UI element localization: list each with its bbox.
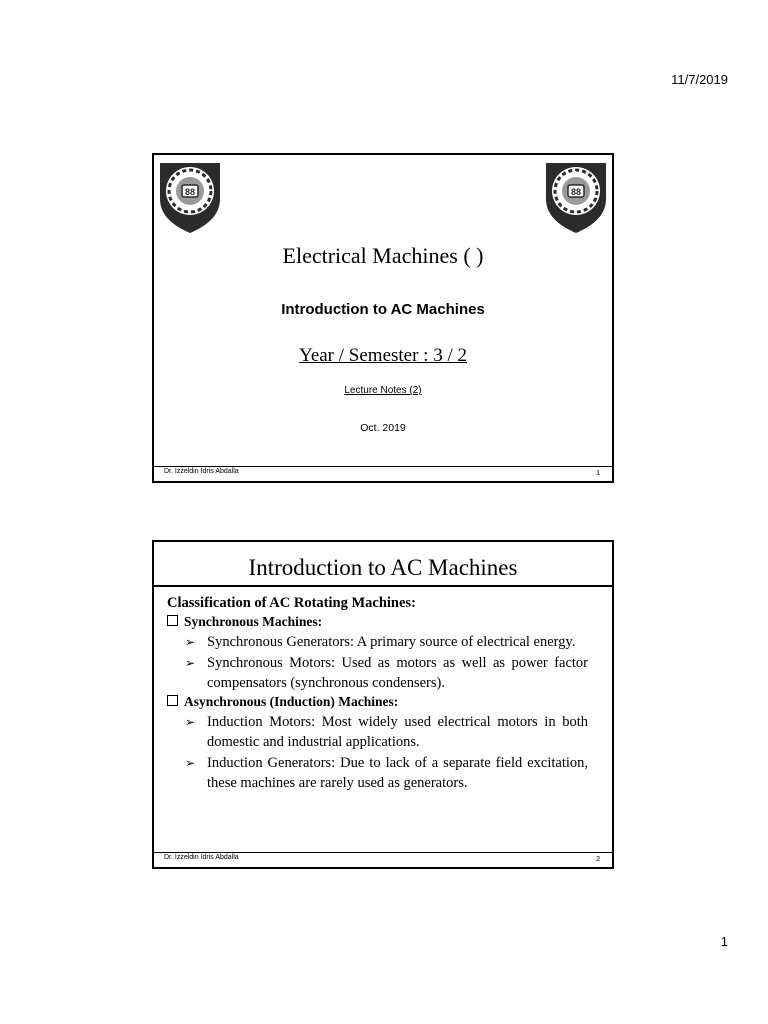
arrowhead-bullet-icon: ➢ bbox=[185, 715, 196, 729]
list-item-text: Induction Motors: Most widely used electrical motors in both domestic and industrial applications. bbox=[207, 714, 588, 750]
page-number: 1 bbox=[720, 934, 728, 949]
list-item-text: Induction Generators: Due to lack of a separate field excitation, these machines are rarely used as generators. bbox=[207, 755, 588, 791]
classification-heading: Classification of AC Rotating Machines: bbox=[167, 595, 416, 611]
category-label: Synchronous Machines: bbox=[184, 614, 323, 629]
slide-body bbox=[167, 595, 588, 794]
page-date: 11/7/2019 bbox=[671, 72, 728, 87]
footer-author: Dr. Izzeldin Idris Abdalla bbox=[164, 468, 239, 475]
slide-1 bbox=[152, 153, 614, 483]
svg-text:88: 88 bbox=[184, 187, 196, 197]
footer-author: Dr. Izzeldin Idris Abdalla bbox=[164, 854, 239, 861]
university-crest-icon bbox=[540, 159, 612, 235]
year-semester: Year / Semester : 3 / 2 bbox=[299, 345, 467, 366]
list-item-text: Synchronous Generators: A primary source of electrical energy. bbox=[207, 634, 576, 650]
list-item bbox=[167, 632, 588, 652]
arrowhead-bullet-icon: ➢ bbox=[185, 656, 196, 670]
category-label: Asynchronous (Induction) Machines: bbox=[184, 694, 399, 709]
list-item bbox=[167, 712, 588, 752]
slide-footer bbox=[154, 852, 612, 867]
category-heading bbox=[167, 694, 588, 710]
slide-2 bbox=[152, 540, 614, 869]
slide-title: Introduction to AC Machines bbox=[154, 542, 612, 587]
category-heading bbox=[167, 614, 588, 630]
footer-slide-number: 1 bbox=[596, 470, 600, 477]
arrowhead-bullet-icon: ➢ bbox=[185, 635, 196, 649]
slide-date: Oct. 2019 bbox=[360, 422, 406, 434]
list-item bbox=[167, 653, 588, 693]
slide-title: Electrical Machines ( ) bbox=[282, 243, 484, 268]
slide-footer bbox=[154, 466, 612, 481]
checkbox-bullet-icon bbox=[167, 695, 178, 706]
slide-subtitle: Introduction to AC Machines bbox=[281, 301, 485, 318]
university-crest-icon bbox=[154, 159, 226, 235]
list-item bbox=[167, 753, 588, 793]
arrowhead-bullet-icon: ➢ bbox=[185, 756, 196, 770]
lecture-notes-label: Lecture Notes (2) bbox=[344, 385, 422, 396]
list-item-text: Synchronous Motors: Used as motors as well as power factor compensators (synchronous condensers). bbox=[207, 655, 588, 691]
svg-text:88: 88 bbox=[570, 187, 582, 197]
checkbox-bullet-icon bbox=[167, 615, 178, 626]
footer-slide-number: 2 bbox=[596, 856, 600, 863]
